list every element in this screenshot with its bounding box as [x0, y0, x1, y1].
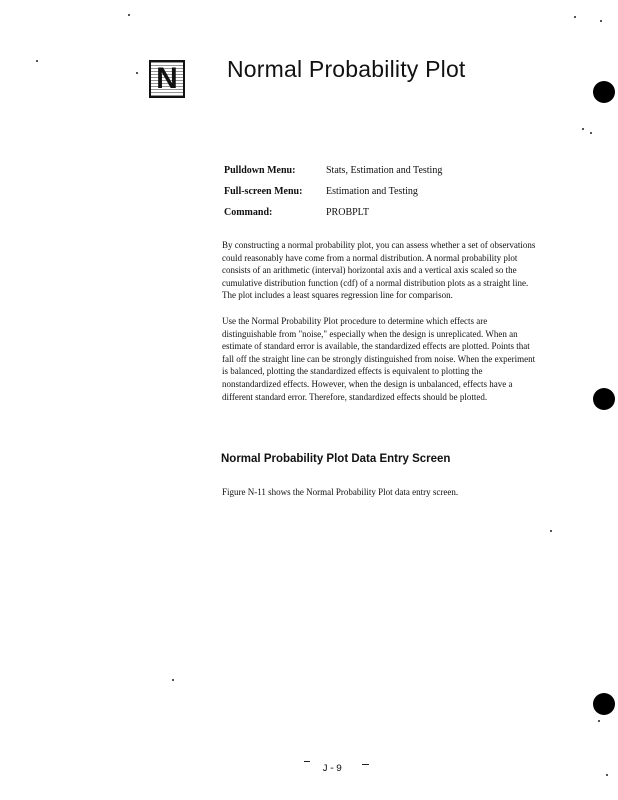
menu-value: Estimation and Testing: [326, 186, 418, 197]
scan-mark: [304, 761, 310, 762]
scan-mark: [362, 764, 369, 765]
scan-speck: [590, 132, 592, 134]
scan-speck: [136, 72, 138, 74]
binder-hole-icon: [593, 693, 615, 715]
scan-speck: [574, 16, 576, 18]
page-number: J-9: [322, 764, 344, 775]
page-title: Normal Probability Plot: [227, 56, 466, 82]
scan-speck: [582, 128, 584, 130]
menu-value: Stats, Estimation and Testing: [326, 165, 443, 176]
menu-path-table: [224, 160, 442, 223]
scan-speck: [606, 774, 608, 776]
section-letter-logo: [149, 60, 185, 98]
menu-value: PROBPLT: [326, 207, 369, 218]
intro-paragraph: [222, 239, 540, 302]
menu-label: Pulldown Menu:: [224, 165, 296, 176]
section-heading: Normal Probability Plot Data Entry Screen: [221, 453, 451, 465]
binder-hole-icon: [593, 388, 615, 410]
paragraph-text: By constructing a normal probability plot, you can assess whether a set of observations could reasonably have come from a normal distribution. A normal probability plot consists of an arithmetic (interval) horizontal axis and a vertical axis scaled so the cumulative distribution function (cdf) of a normal distribution plots as a straight line. The plot includes a least squares regression line for comparison.: [222, 240, 536, 301]
paragraph-text: Figure N-11 shows the Normal Probability Plot data entry screen.: [222, 487, 459, 497]
paragraph-text: Use the Normal Probability Plot procedure to determine which effects are distinguishable from "noise," especially when the design is unreplicated. When an estimate of standard error is available, the standardized effects are plotted. Points that fall off the straight line can be strongly distinguished from noise. When the experiment is balanced, plotting the standardized effects is equivalent to plotting the nonstandardized effects. However, when the design is unbalanced, effects have a different standard error. Therefore, standardized effects should be plotted.: [222, 316, 536, 402]
binder-hole-icon: [593, 81, 615, 103]
scan-speck: [598, 720, 600, 722]
logo-letter: N: [151, 62, 183, 96]
usage-paragraph: [222, 315, 540, 403]
figure-reference-paragraph: [222, 486, 540, 499]
menu-label: Command:: [224, 207, 273, 218]
scan-speck: [172, 679, 174, 681]
scan-speck: [36, 60, 38, 62]
scan-speck: [600, 20, 602, 22]
scan-speck: [550, 530, 552, 532]
scan-speck: [128, 14, 130, 16]
menu-row-pulldown: [224, 160, 442, 181]
menu-row-fullscreen: [224, 181, 442, 202]
menu-label: Full-screen Menu:: [224, 186, 303, 197]
menu-row-command: [224, 202, 442, 223]
